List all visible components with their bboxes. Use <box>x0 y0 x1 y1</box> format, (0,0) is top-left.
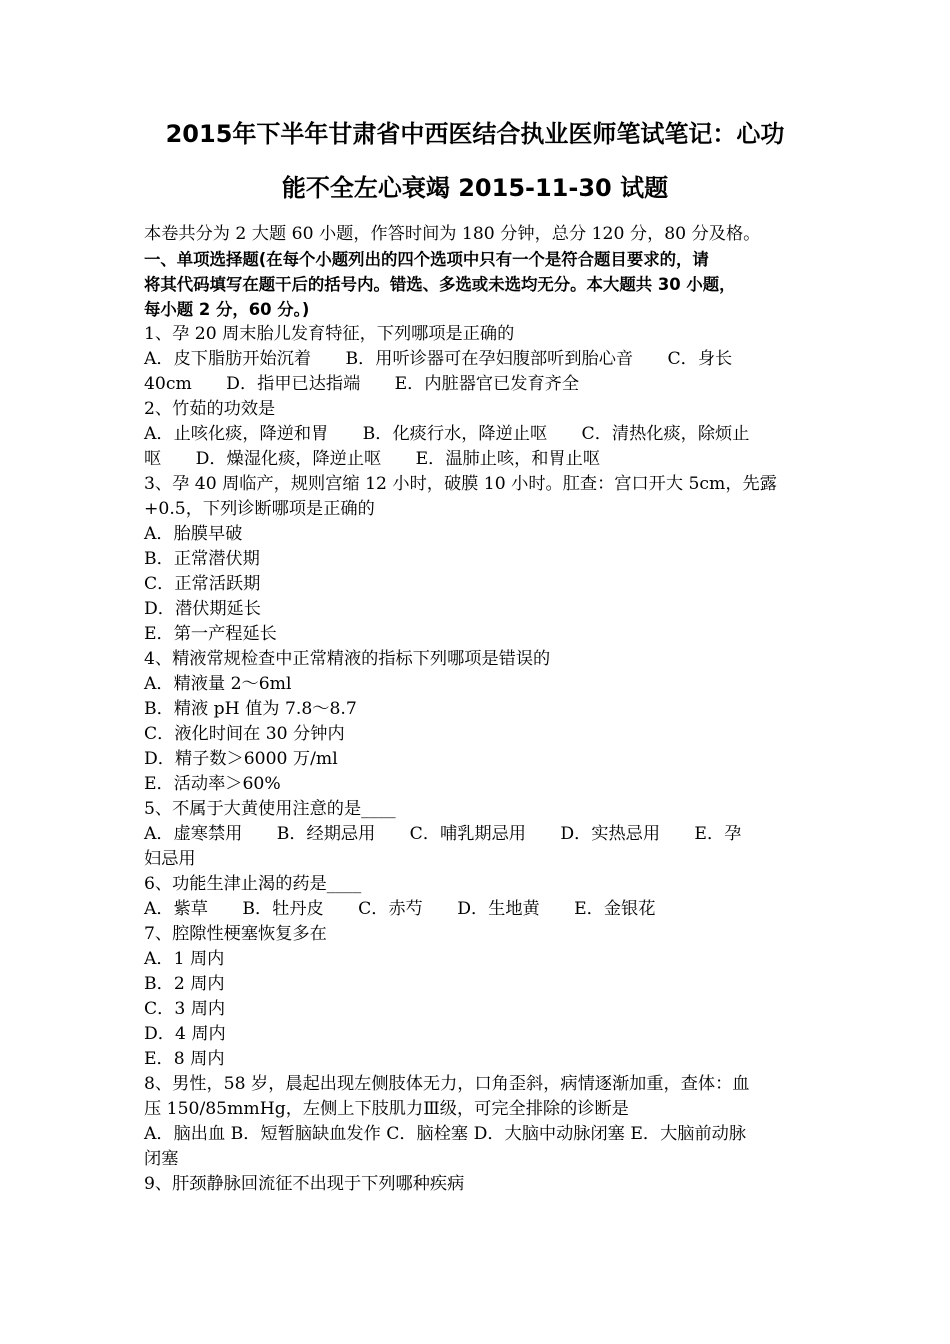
question-2-options: A．止咳化痰，降逆和胃 B．化痰行水，降逆止呕 C．清热化痰，除烦止 <box>144 424 750 444</box>
question-6-options: A．紫草 B．牡丹皮 C．赤芍 D．生地黄 E．金银花 <box>144 899 656 919</box>
option: D．潜伏期延长 <box>144 599 261 619</box>
question-5: 5、不属于大黄使用注意的是____ <box>144 799 396 819</box>
option: A．精液量 2～6ml <box>144 674 292 694</box>
option: A．胎膜早破 <box>144 524 243 544</box>
question-4: 4、精液常规检查中正常精液的指标下列哪项是错误的 <box>144 649 551 669</box>
question-2-options-cont: 呕 D．燥湿化痰，降逆止呕 E．温肺止咳，和胃止呕 <box>144 449 601 469</box>
question-5-options-cont: 妇忌用 <box>144 849 196 869</box>
exam-intro: 本卷共分为 2 大题 60 小题，作答时间为 180 分钟，总分 120 分，80 分及格。 <box>144 224 761 244</box>
question-1-options-cont: 40cm D．指甲已达指端 E．内脏器官已发育齐全 <box>144 374 580 394</box>
option: D．精子数＞6000 万/ml <box>144 749 338 769</box>
option: A．1 周内 <box>144 949 225 969</box>
option: E．活动率＞60% <box>144 774 281 794</box>
question-3-cont: +0.5，下列诊断哪项是正确的 <box>144 499 375 519</box>
section-heading-cont: 每小题 2 分，60 分。) <box>144 300 310 319</box>
question-3: 3、孕 40 周临产，规则宫缩 12 小时，破膜 10 小时。肛查：宫口开大 5cm，先露 <box>144 474 777 494</box>
question-8-options-cont: 闭塞 <box>144 1149 179 1169</box>
option: B．精液 pH 值为 7.8～8.7 <box>144 699 357 719</box>
option: C．正常活跃期 <box>144 574 261 594</box>
option: E．8 周内 <box>144 1049 225 1069</box>
question-9: 9、肝颈静脉回流征不出现于下列哪种疾病 <box>144 1174 465 1194</box>
option: B．正常潜伏期 <box>144 549 260 569</box>
question-1: 1、孕 20 周末胎儿发育特征，下列哪项是正确的 <box>144 324 515 344</box>
question-7: 7、腔隙性梗塞恢复多在 <box>144 924 327 944</box>
option: D．4 周内 <box>144 1024 226 1044</box>
option: E．第一产程延长 <box>144 624 277 644</box>
option: C．液化时间在 30 分钟内 <box>144 724 345 744</box>
document-title-line-2: 能不全左心衰竭 2015-11-30 试题 <box>281 174 669 202</box>
question-1-options: A．皮下脂肪开始沉着 B．用听诊器可在孕妇腹部听到胎心音 C．身长 <box>144 349 733 369</box>
question-8-cont: 压 150/85mmHg，左侧上下肢肌力Ⅲ级，可完全排除的诊断是 <box>144 1099 629 1119</box>
section-heading-cont: 将其代码填写在题干后的括号内。错选、多选或未选均无分。本大题共 30 小题， <box>144 275 736 294</box>
question-2: 2、竹茹的功效是 <box>144 399 276 419</box>
option: C．3 周内 <box>144 999 226 1019</box>
question-6: 6、功能生津止渴的药是____ <box>144 874 362 894</box>
document-body <box>144 222 810 1197</box>
document-title-line-1: 2015年下半年甘肃省中西医结合执业医师笔试笔记：心功 <box>165 120 785 148</box>
section-heading: 一、单项选择题(在每个小题列出的四个选项中只有一个是符合题目要求的，请 <box>144 250 709 269</box>
question-8: 8、男性，58 岁，晨起出现左侧肢体无力，口角歪斜，病情逐渐加重，查体：血 <box>144 1074 750 1094</box>
question-5-options: A．虚寒禁用 B．经期忌用 C．哺乳期忌用 D．实热忌用 E．孕 <box>144 824 742 844</box>
question-8-options: A．脑出血 B．短暂脑缺血发作 C．脑栓塞 D．大脑中动脉闭塞 E．大脑前动脉 <box>144 1124 747 1144</box>
option: B．2 周内 <box>144 974 225 994</box>
